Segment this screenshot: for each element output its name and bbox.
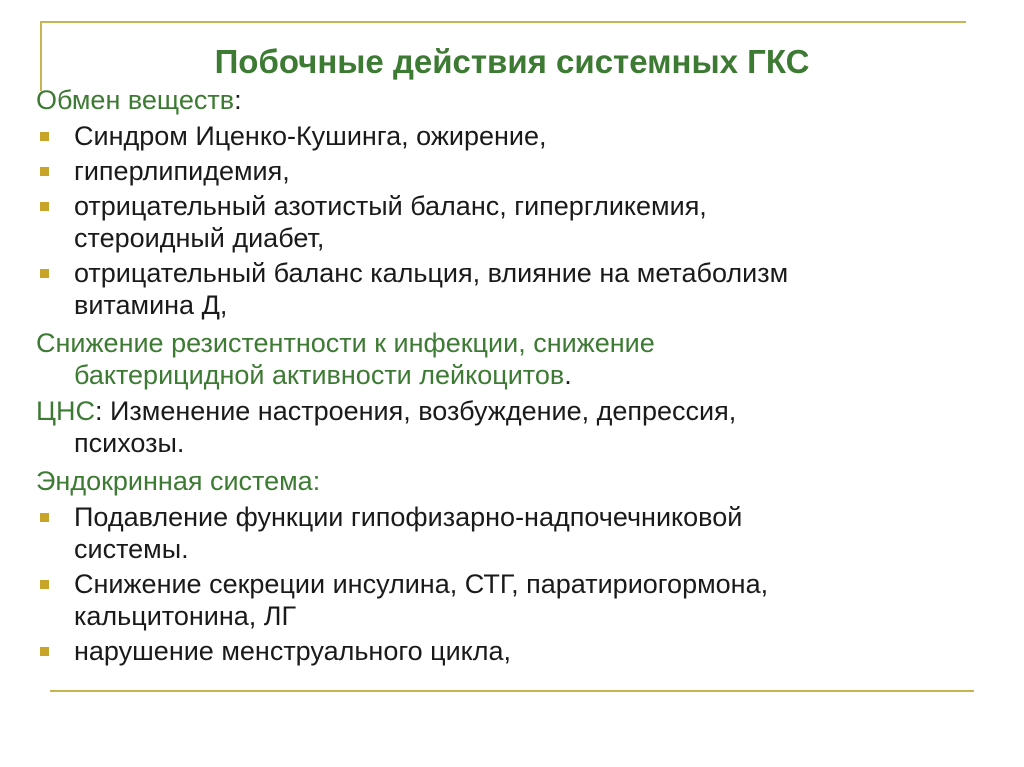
bullet-square-icon [40, 269, 49, 278]
list-item: Снижение секреции инсулина, СТГ, паратириогормона, кальцитонина, ЛГ [36, 568, 1006, 632]
bullet-square-icon [40, 202, 49, 211]
bullet-square-icon [40, 513, 49, 522]
slide-content [36, 84, 1006, 670]
section-endocrine-heading: Эндокринная система: [36, 466, 321, 496]
list-item: гиперлипидемия, [36, 155, 1006, 187]
list-item: нарушение менструального цикла, [36, 635, 1006, 667]
cns-label: ЦНС [36, 396, 95, 426]
list-item: Синдром Иценко-Кушинга, ожирение, [36, 120, 1006, 152]
list-item: отрицательный азотистый баланс, гипергликемия, стероидный диабет, [36, 190, 1006, 254]
bullet-square-icon [40, 580, 49, 589]
frame-bottom-line [50, 690, 974, 692]
section-cns: ЦНС: Изменение настроения, возбуждение, депрессия, психозы. [36, 396, 737, 458]
section-resistance: Снижение резистентности к инфекции, снижение бактерицидной активности лейкоцитов. [36, 328, 655, 390]
list-item: Подавление функции гипофизарно-надпочечниковой системы. [36, 501, 1006, 565]
slide-title: Побочные действия системных ГКС [214, 43, 810, 80]
bullet-square-icon [40, 647, 49, 656]
frame-top-line [40, 21, 966, 23]
section-metabolism-heading: Обмен веществ: [36, 85, 242, 115]
bullet-square-icon [40, 132, 49, 141]
list-item: отрицательный баланс кальция, влияние на метаболизм витамина Д, [36, 257, 1006, 321]
bullet-square-icon [40, 167, 49, 176]
